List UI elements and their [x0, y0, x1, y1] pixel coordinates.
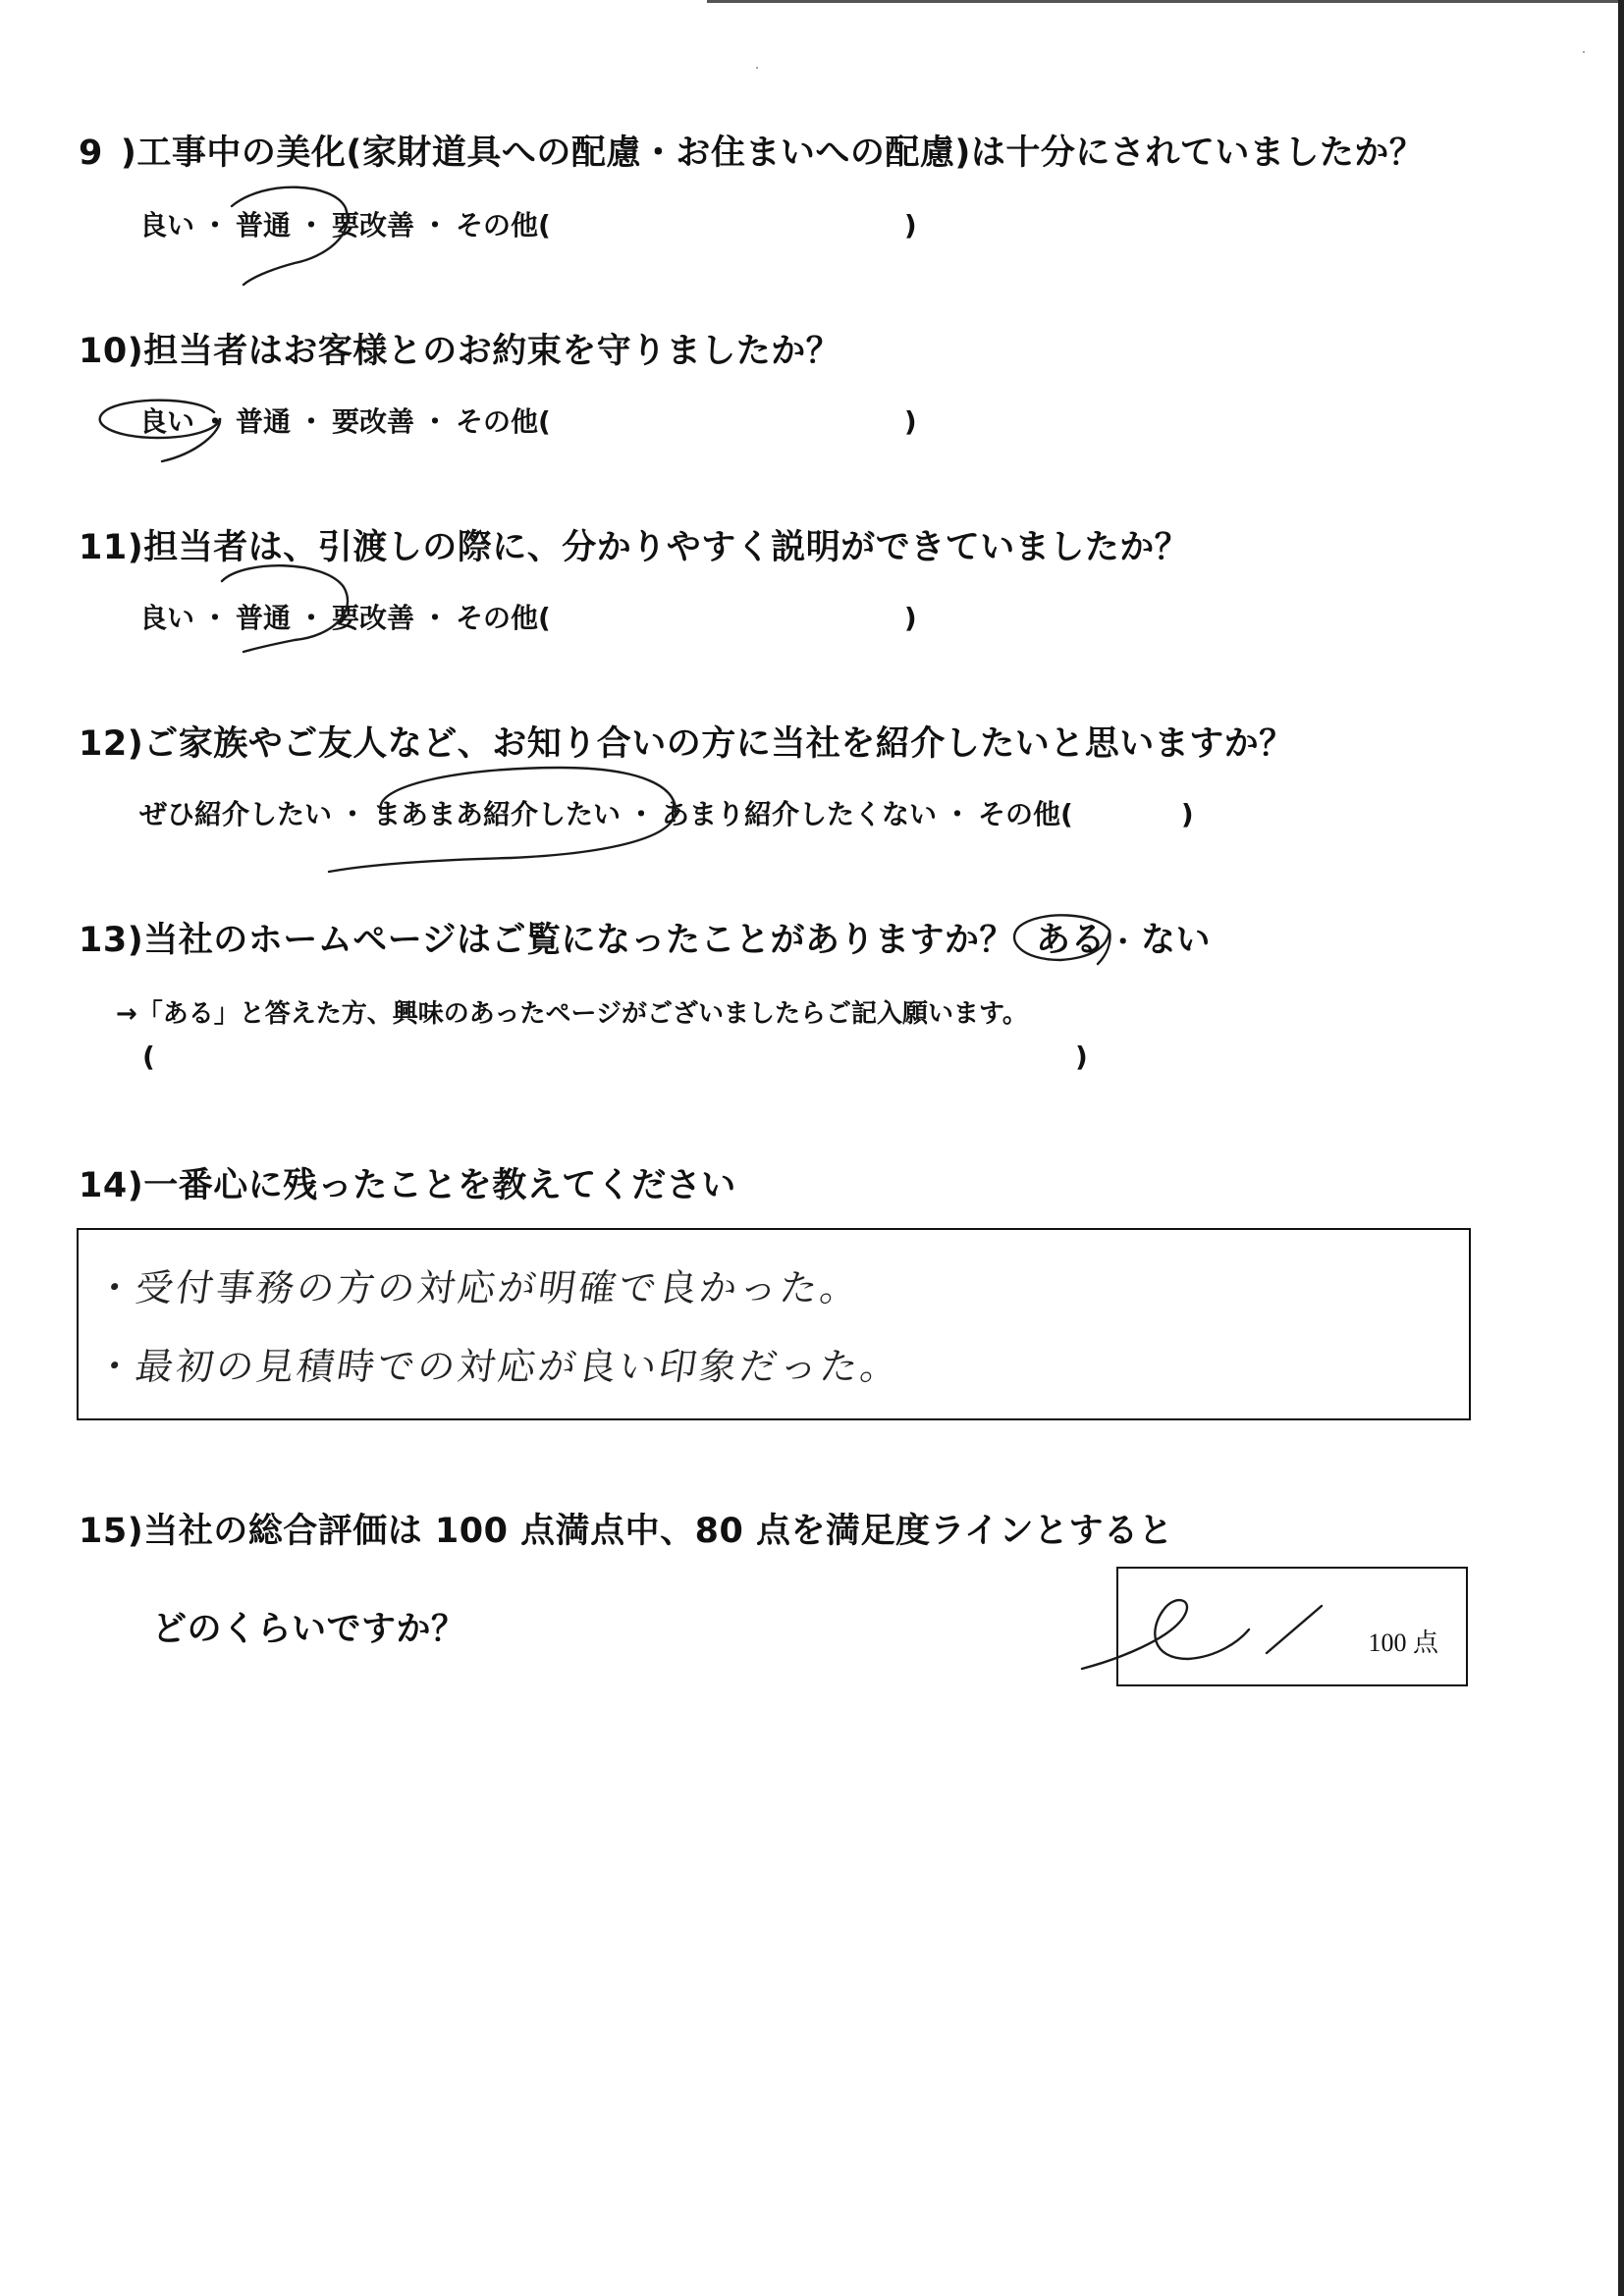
question-12	[79, 717, 1294, 766]
option-sonota[interactable]: その他(	[456, 209, 551, 241]
question-number: 13	[79, 921, 128, 960]
question-text: )当社の総合評価は 100 点満点中、80 点を満足度ラインとすると	[127, 1512, 1173, 1551]
scan-edge-right	[1618, 0, 1624, 2296]
question-9	[79, 126, 1424, 175]
separator: ・	[627, 798, 656, 830]
separator: ・	[298, 209, 326, 241]
option-sonota[interactable]: その他(	[978, 798, 1073, 830]
question-15	[79, 1504, 1173, 1553]
option-nai[interactable]: ない	[1141, 921, 1212, 960]
option-yoi[interactable]: 良い	[139, 602, 195, 634]
question-text: )当社のホームページはご覧になったことがありますか？	[127, 921, 1015, 960]
option-futsuu[interactable]: 普通	[236, 602, 292, 634]
separator: ・	[298, 405, 326, 438]
option-youkaizen[interactable]: 要改善	[332, 405, 415, 438]
options-q10	[139, 400, 917, 440]
separator: ・	[944, 798, 972, 830]
question-number: 10	[79, 332, 128, 371]
question-text: )担当者は、引渡しの際に、分かりやすく説明ができていましたか？	[127, 528, 1190, 567]
option-sonota[interactable]: その他(	[456, 602, 551, 634]
paren-open: (	[142, 1041, 155, 1073]
question-11	[79, 520, 1189, 569]
separator: ・	[339, 798, 367, 830]
paren-close: )	[1180, 798, 1194, 830]
options-q9	[139, 204, 917, 243]
option-amari[interactable]: あまり紹介したくない	[662, 798, 938, 830]
separator: ・	[1109, 926, 1138, 958]
options-q12	[139, 793, 1194, 832]
paren-close: )	[903, 405, 917, 438]
option-zehi[interactable]: ぜひ紹介したい	[139, 798, 333, 830]
option-futsuu[interactable]: 普通	[236, 209, 292, 241]
question-number: 15	[79, 1512, 128, 1551]
question-text: )工事中の美化(家財道具への配慮・お住まいへの配慮)は十分にされていましたか？	[120, 133, 1425, 173]
paren-close: )	[903, 209, 917, 241]
question-15-continued: どのくらいですか？	[152, 1610, 466, 1649]
option-yoi[interactable]: 良い	[139, 209, 195, 241]
separator: ・	[201, 602, 230, 634]
question-number: 12	[79, 724, 128, 764]
scan-edge-top	[707, 0, 1624, 3]
paren-close: )	[903, 602, 917, 634]
paren-close: )	[1075, 1041, 1088, 1073]
question-number: 11	[79, 528, 128, 567]
option-yoi[interactable]: 良い	[139, 405, 195, 438]
option-futsuu[interactable]: 普通	[236, 405, 292, 438]
question-13	[79, 913, 1211, 962]
question-number: 9	[79, 133, 103, 173]
separator: ・	[421, 209, 450, 241]
q13-instruction: →「ある」と答えた方、興味のあったページがございましたらご記入願います。	[116, 999, 1028, 1029]
score-box[interactable]	[1116, 1567, 1468, 1686]
option-sonota[interactable]: その他(	[456, 405, 551, 438]
question-text: )ご家族やご友人など、お知り合いの方に当社を紹介したいと思いますか？	[127, 724, 1294, 764]
separator: ・	[201, 209, 230, 241]
question-10	[79, 324, 840, 373]
free-answer-box[interactable]	[77, 1228, 1471, 1420]
option-youkaizen[interactable]: 要改善	[332, 209, 415, 241]
option-youkaizen[interactable]: 要改善	[332, 602, 415, 634]
scan-speck	[1583, 51, 1585, 53]
scan-speck	[756, 67, 758, 69]
separator: ・	[201, 405, 230, 438]
separator: ・	[298, 602, 326, 634]
separator: ・	[421, 405, 450, 438]
question-14	[79, 1158, 736, 1207]
option-aru[interactable]: ある	[1036, 921, 1107, 960]
options-q11	[139, 597, 917, 636]
option-maamaa[interactable]: まあまあ紹介したい	[373, 798, 622, 830]
score-unit: 100 点	[1368, 1629, 1438, 1657]
question-number: 14	[79, 1166, 128, 1205]
handwritten-answer-line: ・受付事務の方の対応が明確で良かった。	[92, 1266, 864, 1309]
question-text: )一番心に残ったことを教えてください	[127, 1166, 736, 1205]
question-text: )担当者はお客様とのお約束を守りましたか？	[127, 332, 841, 371]
separator: ・	[421, 602, 450, 634]
handwritten-answer-line: ・最初の見積時での対応が良い印象だった。	[92, 1345, 904, 1388]
